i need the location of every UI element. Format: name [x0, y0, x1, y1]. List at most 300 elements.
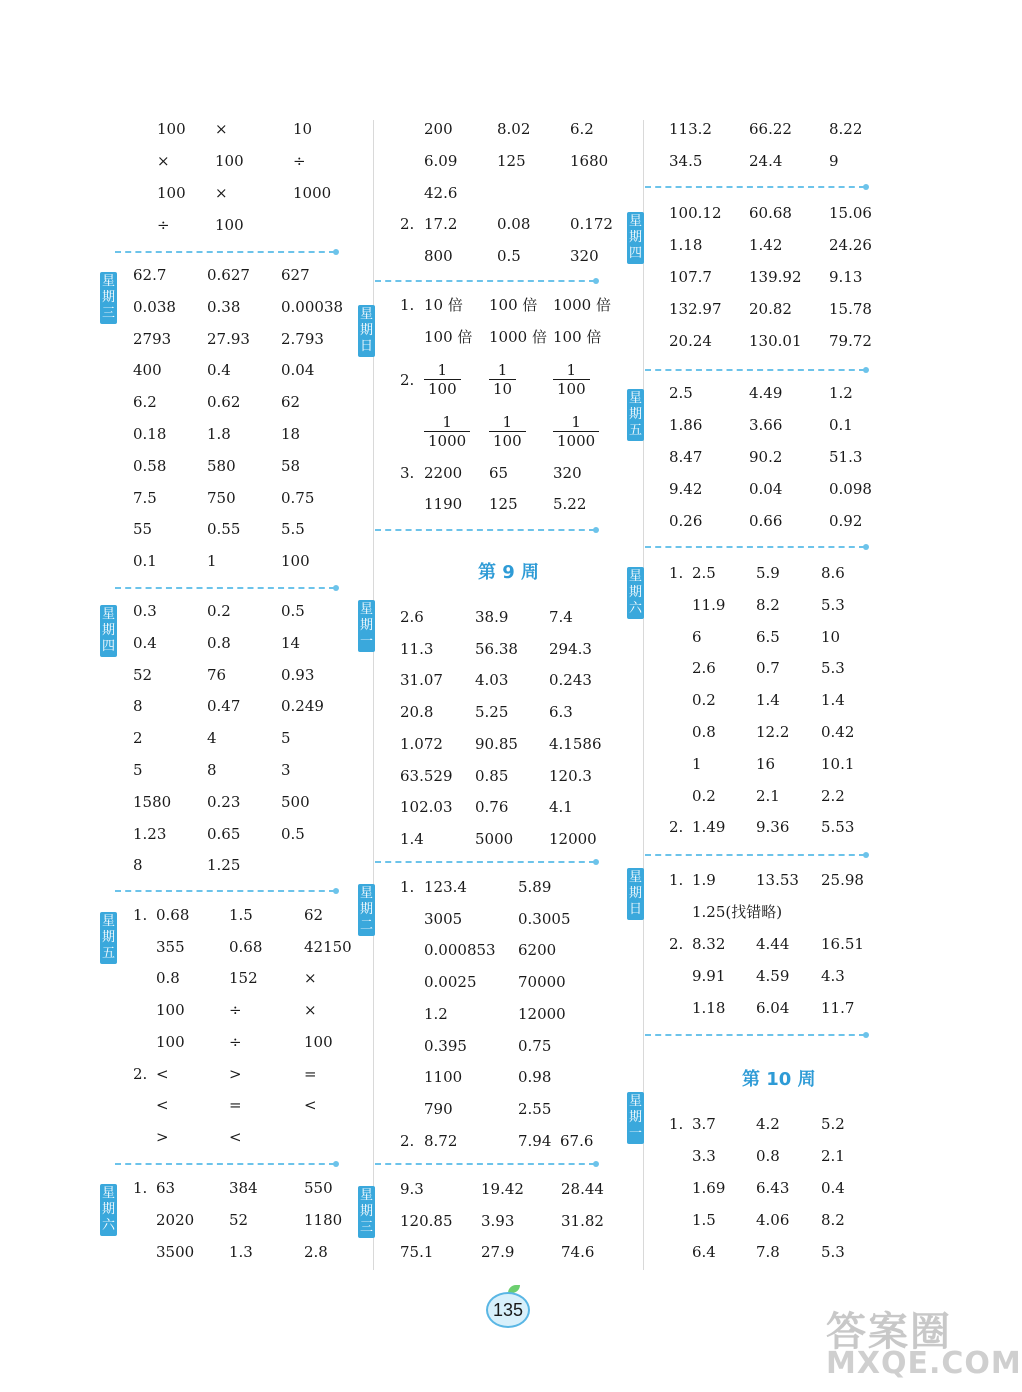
- answer-cell: 0.66: [749, 512, 783, 530]
- tag-char: 星: [628, 870, 642, 885]
- answer-cell: 1.25(找错略): [692, 902, 783, 921]
- answer-cell: 2.2: [821, 786, 845, 805]
- answer-cell: 7.4: [549, 608, 573, 626]
- answer-cell: ÷: [229, 1032, 242, 1051]
- answer-cell: 6.2: [133, 393, 157, 412]
- answer-cell: 1.072: [400, 734, 443, 753]
- answer-row: [0, 623, 1000, 651]
- answer-row: [0, 718, 1000, 746]
- answer-cell: ÷: [229, 1001, 242, 1020]
- answer-cell: 102.03: [400, 798, 453, 817]
- fraction-numerator: 1: [437, 361, 448, 379]
- answer-cell: 34.5: [669, 152, 703, 170]
- tag-char: 星: [101, 914, 115, 929]
- tag-char: 星: [359, 602, 373, 617]
- answer-cell: 28.44: [561, 1180, 604, 1198]
- answer-cell: 58: [281, 456, 301, 475]
- answer-cell: ×: [157, 152, 170, 170]
- dashed-separator: [645, 369, 865, 371]
- fraction-denominator: 1000: [553, 431, 599, 450]
- answer-cell: 1000: [293, 184, 332, 202]
- answer-cell: 38.9: [475, 608, 509, 626]
- answer-row: [0, 654, 1000, 682]
- answer-cell: 2.: [400, 1131, 415, 1150]
- answer-cell: 130.01: [749, 332, 802, 350]
- answer-cell: 0.5: [281, 602, 305, 620]
- answer-cell: 0.75: [281, 488, 315, 507]
- answer-cell: 750: [207, 488, 236, 507]
- answer-cell: 5.2: [821, 1115, 845, 1133]
- answer-cell: 0.0025: [424, 973, 477, 992]
- answer-row: [0, 782, 1000, 810]
- answer-cell: 320: [570, 247, 599, 266]
- answer-cell: 2.8: [304, 1243, 328, 1261]
- answer-cell: 0.62: [207, 393, 241, 412]
- answer-cell: 0.00038: [281, 297, 344, 316]
- answer-cell: 0.38: [207, 297, 241, 316]
- answer-cell: =: [304, 1064, 317, 1083]
- answer-cell: 16.51: [821, 934, 864, 953]
- answer-cell: 11.7: [821, 998, 855, 1017]
- answer-row: [0, 231, 1000, 259]
- dashed-separator: [375, 861, 595, 863]
- answer-row: [0, 411, 1000, 439]
- tag-char: 六: [628, 601, 642, 616]
- answer-cell: 14: [281, 633, 301, 652]
- tag-char: 一: [628, 1126, 642, 1141]
- answer-cell: 4.1: [549, 798, 573, 817]
- answer-cell: 6: [692, 627, 702, 646]
- answer-cell: 1.: [669, 564, 684, 582]
- answer-cell: 0.65: [207, 824, 241, 843]
- answer-row: [0, 1063, 1000, 1091]
- tag-char: 星: [628, 1094, 642, 1109]
- answer-cell: 12000: [518, 1004, 566, 1023]
- answer-cell: 100: [157, 184, 186, 202]
- answer-cell: 0.55: [207, 520, 241, 539]
- answer-cell: 11.3: [400, 639, 434, 658]
- answer-cell: 6.3: [549, 703, 573, 722]
- answer-row: [0, 263, 1000, 291]
- answer-cell: 1.86: [669, 416, 703, 434]
- answer-cell: 2200: [424, 464, 463, 482]
- answer-row: [0, 295, 1000, 323]
- answer-row: [0, 1110, 1000, 1138]
- answer-cell: 2.5: [692, 564, 716, 582]
- fraction-denominator: 10: [489, 379, 516, 398]
- answer-cell: 0.395: [424, 1036, 467, 1055]
- answer-cell: 66.22: [749, 120, 792, 138]
- answer-row: [0, 962, 1000, 990]
- fraction-numerator: 1: [571, 413, 581, 431]
- answer-cell: 0.243: [549, 671, 592, 690]
- week-heading-10: 第 10 周: [742, 1069, 816, 1090]
- answer-cell: 2.55: [518, 1099, 552, 1118]
- answer-cell: 0.1: [829, 416, 853, 434]
- answer-cell: 100.12: [669, 204, 722, 222]
- answer-cell: 6.5: [756, 627, 780, 646]
- answer-cell: 125: [489, 495, 518, 513]
- answer-cell: 580: [207, 456, 236, 475]
- tag-char: 星: [628, 391, 642, 406]
- answer-cell: 0.68: [156, 906, 190, 924]
- answer-cell: 100: [156, 1001, 185, 1020]
- answer-cell: 3005: [424, 909, 463, 928]
- watermark-url: MXQE.COM: [826, 1346, 1022, 1381]
- answer-row: [0, 507, 1000, 535]
- answer-cell: 8.32: [692, 934, 726, 953]
- answer-cell: 63.529: [400, 766, 453, 785]
- answer-cell: 20.24: [669, 332, 712, 350]
- answer-row: [0, 147, 1000, 175]
- tag-char: 星: [359, 307, 373, 322]
- answer-cell: 8: [133, 697, 143, 716]
- answer-cell: 6.09: [424, 151, 458, 170]
- answer-cell: 3.: [400, 464, 415, 482]
- answer-cell: 500: [281, 792, 310, 811]
- tag-char: 期: [628, 585, 642, 600]
- answer-cell: 2.: [400, 371, 415, 389]
- answer-cell: 1.8: [207, 425, 231, 443]
- answer-cell: 4.2: [756, 1115, 780, 1133]
- answer-cell: 3.7: [692, 1115, 716, 1133]
- answer-cell: 1: [692, 754, 702, 773]
- tag-char: 期: [359, 902, 373, 917]
- answer-cell: 0.5: [497, 247, 521, 266]
- answer-cell: 1: [207, 552, 217, 571]
- answer-cell: ÷: [293, 152, 306, 170]
- fraction-numerator: 1: [442, 413, 452, 431]
- answer-cell: 7.8: [756, 1243, 780, 1261]
- answer-cell: 42.6: [424, 183, 458, 202]
- answer-cell: 76: [207, 665, 227, 684]
- answer-cell: 1.2: [829, 384, 853, 402]
- tag-char: 四: [628, 246, 642, 261]
- answer-cell: 100: [281, 552, 310, 571]
- answer-cell: 16: [756, 754, 776, 773]
- answer-row: [0, 443, 1000, 471]
- answer-cell: 0.92: [829, 512, 863, 530]
- answer-cell: 3.3: [692, 1147, 716, 1165]
- answer-cell: 2.1: [756, 786, 780, 805]
- answer-cell: 9.3: [400, 1180, 424, 1198]
- answer-cell: 294.3: [549, 639, 592, 658]
- answer-cell: 1.4: [756, 691, 780, 710]
- answer-cell: 107.7: [669, 268, 712, 286]
- answer-row: [0, 813, 1000, 841]
- answer-cell: 355: [156, 937, 185, 956]
- answer-cell: 1.23: [133, 824, 167, 843]
- answer-cell: 25.98: [821, 871, 864, 889]
- answer-cell: 5.9: [756, 564, 780, 582]
- dashed-separator: [115, 587, 335, 589]
- answer-row: [0, 1238, 1000, 1266]
- answer-cell: 0.93: [281, 665, 315, 684]
- dashed-separator: [645, 546, 865, 548]
- answer-cell: 9.36: [756, 818, 790, 837]
- answer-cell: 1.5: [229, 906, 253, 924]
- answer-cell: 31.07: [400, 671, 443, 690]
- answer-cell: 2.1: [821, 1147, 845, 1165]
- answer-cell: 384: [229, 1179, 258, 1197]
- answer-cell: 19.42: [481, 1180, 524, 1198]
- answer-cell: 0.23: [207, 792, 241, 811]
- answer-cell: 9: [829, 152, 839, 170]
- answer-cell: 1.5: [692, 1211, 716, 1229]
- answer-cell: 0.3005: [518, 909, 571, 928]
- answer-cell: 0.08: [497, 215, 531, 234]
- tag-char: 期: [359, 323, 373, 338]
- page-number: 135: [486, 1292, 530, 1328]
- tag-char: 期: [628, 407, 642, 422]
- dashed-separator: [645, 186, 865, 188]
- answer-cell: 2.: [669, 818, 684, 837]
- tag-char: 期: [628, 230, 642, 245]
- answer-cell: 1.49: [692, 818, 726, 837]
- answer-cell: 0.47: [207, 697, 241, 716]
- answer-cell: 0.8: [692, 723, 716, 741]
- answer-cell: 1.18: [692, 998, 726, 1017]
- tag-char: 期: [359, 1204, 373, 1219]
- answer-cell: 4.49: [749, 384, 783, 402]
- answer-cell: 1.: [400, 296, 415, 314]
- fraction-numerator: 1: [497, 361, 508, 379]
- answer-row: [0, 930, 1000, 958]
- answer-cell: 5.89: [518, 878, 552, 896]
- answer-cell: 2.: [669, 934, 684, 953]
- answer-row: [0, 1174, 1000, 1202]
- answer-cell: 5.53: [821, 818, 855, 837]
- tag-char: 二: [359, 918, 373, 933]
- watermark-logo: 答案圈: [826, 1309, 952, 1355]
- answer-row: [0, 475, 1000, 503]
- answer-cell: 75.1: [400, 1243, 434, 1261]
- tag-char: 星: [101, 274, 115, 289]
- answer-cell: 17.2: [424, 215, 458, 234]
- answer-row: [0, 1206, 1000, 1234]
- answer-row: [0, 199, 1000, 227]
- answer-cell: 0.5: [281, 824, 305, 843]
- answer-cell: 790: [424, 1099, 453, 1118]
- answer-cell: 100: [157, 120, 186, 138]
- fraction-denominator: 100: [489, 431, 526, 450]
- answer-cell: 0.4: [821, 1179, 845, 1197]
- answer-cell: 9.91: [692, 966, 726, 985]
- answer-cell: 52: [133, 665, 153, 684]
- answer-cell: 27.93: [207, 329, 250, 348]
- answer-cell: 550: [304, 1179, 333, 1197]
- tag-char: 期: [359, 618, 373, 633]
- answer-cell: 2.5: [669, 384, 693, 402]
- week-heading-9: 第 9 周: [478, 562, 540, 583]
- answer-cell: 100: [304, 1032, 333, 1051]
- tag-char: 期: [101, 1202, 115, 1217]
- answer-cell: 3.93: [481, 1211, 515, 1230]
- answer-cell: 7.5: [133, 488, 157, 507]
- answer-cell: 1.9: [692, 871, 716, 889]
- dashed-separator: [645, 1034, 865, 1036]
- answer-cell: 0.68: [229, 937, 263, 956]
- tag-char: 星: [359, 886, 373, 901]
- tag-char: 星: [101, 607, 115, 622]
- answer-cell: 3: [281, 761, 291, 779]
- answer-cell: 0.098: [829, 480, 872, 498]
- answer-row: [0, 379, 1000, 407]
- tag-char: 期: [101, 623, 115, 638]
- answer-cell: 100 倍: [424, 327, 473, 346]
- answer-cell: 24.26: [829, 236, 872, 254]
- answer-cell: 2793: [133, 329, 172, 348]
- tag-char: 星: [628, 214, 642, 229]
- answer-row: [0, 115, 1000, 143]
- answer-cell: 6.2: [570, 120, 594, 138]
- dashed-separator: [645, 854, 865, 856]
- answer-cell: 0.4: [133, 633, 157, 652]
- answer-cell: 20.8: [400, 703, 434, 722]
- answer-cell: 0.2: [692, 691, 716, 710]
- fraction-numerator: 1: [502, 413, 513, 431]
- answer-cell: 5.3: [821, 659, 845, 678]
- answer-cell: 0.627: [207, 266, 250, 284]
- tag-char: 三: [101, 306, 115, 321]
- answer-cell: 1180: [304, 1211, 343, 1229]
- answer-cell: >: [229, 1064, 242, 1083]
- answer-cell: 4.06: [756, 1211, 790, 1229]
- answer-cell: 100 倍: [489, 296, 538, 314]
- tag-char: 期: [101, 930, 115, 945]
- answer-cell: 0.2: [692, 786, 716, 805]
- answer-cell: 1680: [570, 151, 609, 170]
- answer-cell: 10: [293, 120, 313, 138]
- answer-cell: 12000: [549, 829, 597, 848]
- answer-cell: 1580: [133, 792, 172, 811]
- answer-cell: 5.3: [821, 595, 845, 614]
- answer-cell: 5.25: [475, 703, 509, 722]
- answer-cell: 10: [821, 627, 841, 646]
- answer-cell: 1.18: [669, 236, 703, 254]
- answer-cell: 8.02: [497, 120, 531, 138]
- answer-cell: 4.44: [756, 934, 790, 953]
- answer-cell: 0.58: [133, 456, 167, 475]
- answer-cell: 15.06: [829, 204, 872, 222]
- fraction-numerator: 1: [566, 361, 577, 379]
- tag-char: 星: [628, 569, 642, 584]
- answer-cell: 0.75: [518, 1036, 552, 1055]
- tag-char: 五: [628, 423, 642, 438]
- answer-cell: 5.3: [821, 1243, 845, 1261]
- answer-cell: 11.9: [692, 595, 726, 614]
- answer-cell: 100: [215, 216, 244, 234]
- answer-row: [0, 686, 1000, 714]
- answer-cell: 1000 倍: [489, 327, 547, 346]
- answer-cell: 100 倍: [553, 327, 602, 346]
- answer-cell: 125: [497, 151, 526, 170]
- answer-cell: 60.68: [749, 204, 792, 222]
- answer-cell: >: [156, 1127, 169, 1146]
- answer-cell: 90.2: [749, 448, 783, 466]
- tag-char: 日: [628, 902, 642, 917]
- answer-cell: 10 倍: [424, 296, 463, 314]
- answer-cell: 6.43: [756, 1179, 790, 1197]
- answer-cell: ×: [215, 184, 228, 202]
- answer-cell: 1.2: [424, 1004, 448, 1023]
- answer-cell: 0.2: [207, 602, 231, 620]
- answer-cell: 0.172: [570, 215, 613, 234]
- tag-char: 日: [359, 339, 373, 354]
- answer-cell: 70000: [518, 973, 566, 992]
- answer-cell: 4.03: [475, 671, 509, 690]
- answer-cell: 1.4: [821, 691, 845, 710]
- answer-cell: 132.97: [669, 300, 722, 318]
- answer-cell: 5: [281, 729, 291, 748]
- answer-cell: 0.04: [749, 480, 783, 498]
- answer-cell: 5: [133, 761, 143, 779]
- answer-cell: 0.42: [821, 723, 855, 741]
- answer-cell: 1.: [133, 906, 148, 924]
- answer-cell: 6200: [518, 941, 557, 960]
- answer-cell: 65: [489, 464, 509, 482]
- answer-cell: 8.47: [669, 448, 703, 466]
- answer-cell: 74.6: [561, 1243, 595, 1261]
- answer-cell: <: [156, 1096, 169, 1115]
- fraction-denominator: 100: [553, 379, 590, 398]
- answer-cell: 3.66: [749, 416, 783, 434]
- fraction-denominator: 100: [424, 379, 461, 398]
- answer-cell: 0.1: [133, 552, 157, 571]
- answer-cell: 1.4: [400, 829, 424, 848]
- answer-cell: ×: [304, 969, 317, 988]
- answer-cell: 3500: [156, 1243, 195, 1261]
- answer-cell: 800: [424, 247, 453, 266]
- answer-cell: 67.6: [560, 1131, 594, 1150]
- tag-char: 期: [628, 1110, 642, 1125]
- answer-cell: 31.82: [561, 1211, 604, 1230]
- answer-cell: 5.5: [281, 520, 305, 539]
- answer-cell: 9.13: [829, 268, 863, 286]
- answer-cell: 100: [156, 1032, 185, 1051]
- tag-char: 期: [628, 886, 642, 901]
- answer-cell: 0.76: [475, 798, 509, 817]
- answer-cell: 4.1586: [549, 734, 602, 753]
- answer-cell: 4: [207, 729, 217, 748]
- answer-cell: 100: [215, 152, 244, 170]
- answer-row: [0, 866, 1000, 894]
- answer-cell: =: [229, 1096, 242, 1115]
- answer-cell: 24.4: [749, 152, 783, 170]
- answer-cell: 62: [304, 906, 324, 924]
- answer-cell: 4.59: [756, 966, 790, 985]
- answer-cell: 5.22: [553, 495, 587, 513]
- answer-cell: 2020: [156, 1211, 195, 1229]
- answer-row: [0, 898, 1000, 926]
- answer-cell: <: [304, 1096, 317, 1115]
- answer-cell: 8.22: [829, 120, 863, 138]
- tag-char: 三: [359, 1220, 373, 1235]
- answer-cell: 0.8: [207, 633, 231, 652]
- answer-cell: 4.3: [821, 966, 845, 985]
- tag-char: 星: [359, 1188, 373, 1203]
- answer-cell: 18: [281, 425, 301, 443]
- answer-cell: 8.6: [821, 564, 845, 582]
- answer-cell: 0.000853: [424, 941, 496, 960]
- answer-cell: 62: [281, 393, 301, 412]
- answer-cell: 8: [133, 856, 143, 875]
- answer-cell: 0.8: [156, 969, 180, 988]
- answer-cell: 6.4: [692, 1243, 716, 1261]
- answer-cell: 63: [156, 1179, 176, 1197]
- answer-cell: 0.85: [475, 766, 509, 785]
- answer-cell: ÷: [157, 216, 170, 234]
